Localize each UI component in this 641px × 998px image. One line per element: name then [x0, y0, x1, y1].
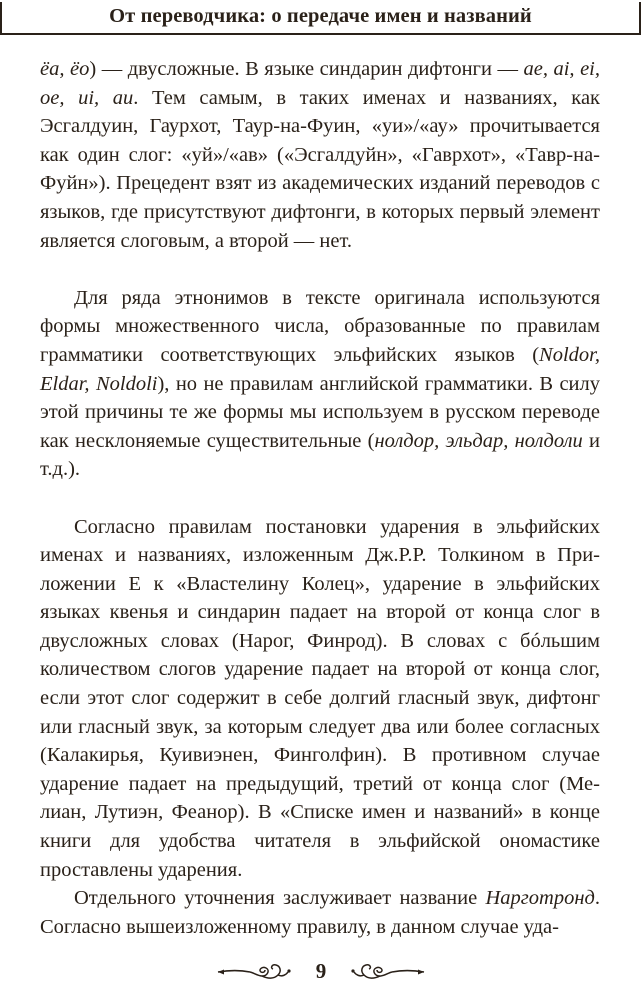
- text-run: Согласно правилам постановки ударения в эльфийских именах и названиях, изложенным Дж.Р.Р. Толкином в Приложении Е к «Властелину Колец», ударение в эльфийских языках квенья и синдарин падает на второй от конца слог в двусложных словах (Нарог, Финрод). В словах с бóльшим количеством слогов ударение падает на второй от конца слог, если этот слог содержит в себе долгий гласный звук, дифтонг или гласный звук, за которым следует два или более согласных (Калакирья, Куивиэнен, Финголфин). В противном случае ударение падает на предыдущий, третий от конца слог (Мелиан, Лутиэн, Феанор). В «Списке имен и названий» в конце книги для удобства читателя в эльфийской ономастике проставлены ударения.: [40, 515, 600, 881]
- italic-text-run: Noldor, Eldar, Noldoli: [40, 343, 600, 395]
- text-run: ), но не правилам английской грамматики. В силу этой причины те же формы мы используем в русском переводе как несклоняемые существительные (: [40, 372, 600, 452]
- body-text: [40, 55, 600, 941]
- paragraph: [40, 513, 600, 885]
- running-header: [0, 0, 641, 36]
- text-run: Отдельного уточнения заслуживает название: [74, 887, 486, 910]
- text-run: и т.д.).: [40, 429, 600, 481]
- page-number: 9: [315, 959, 327, 983]
- scroll-ornament-left-icon: [216, 961, 292, 983]
- text-run: . Согласно вышеизложенному правилу, в данном случае уда-: [40, 887, 600, 938]
- scroll-ornament-right-icon: [350, 961, 426, 983]
- header-rule-bottom: [0, 33, 641, 35]
- italic-text-run: ёa, ёo: [40, 58, 90, 80]
- page-footer: [0, 955, 641, 991]
- italic-text-run: ae, ai, ei, oe, ui, au: [40, 58, 600, 109]
- paragraph: [40, 884, 600, 941]
- paragraph: [40, 284, 600, 484]
- text-run: ) — двусложные. В языке синдарин дифтонги —: [89, 58, 524, 80]
- italic-text-run: нолдор, эльдар, нолдоли: [374, 429, 583, 452]
- text-run: . Тем самым, в таких именах и названиях, как Эсгалдуин, Гаурхот, Таур-на-Фуин, «уи»/«ау» прочитывается как один слог: «уй»/«ав» («Эсгалдуйн», «Гаврхот», «Тавр-на-Фуйн»). Прецедент взят из академических изданий переводов с языков, где присутствуют дифтонги, в которых первый элемент является слоговым, а второй — нет.: [40, 86, 600, 252]
- paragraph: [40, 55, 600, 255]
- italic-text-run: Нарготронд: [485, 887, 595, 910]
- text-run: Для ряда этнонимов в тексте оригинала используются формы множественного числа, образованные по правилам грамматики соответствующих эльфийских языков (: [40, 286, 600, 366]
- running-header-title: От переводчика: о передаче имен и названий: [109, 5, 532, 27]
